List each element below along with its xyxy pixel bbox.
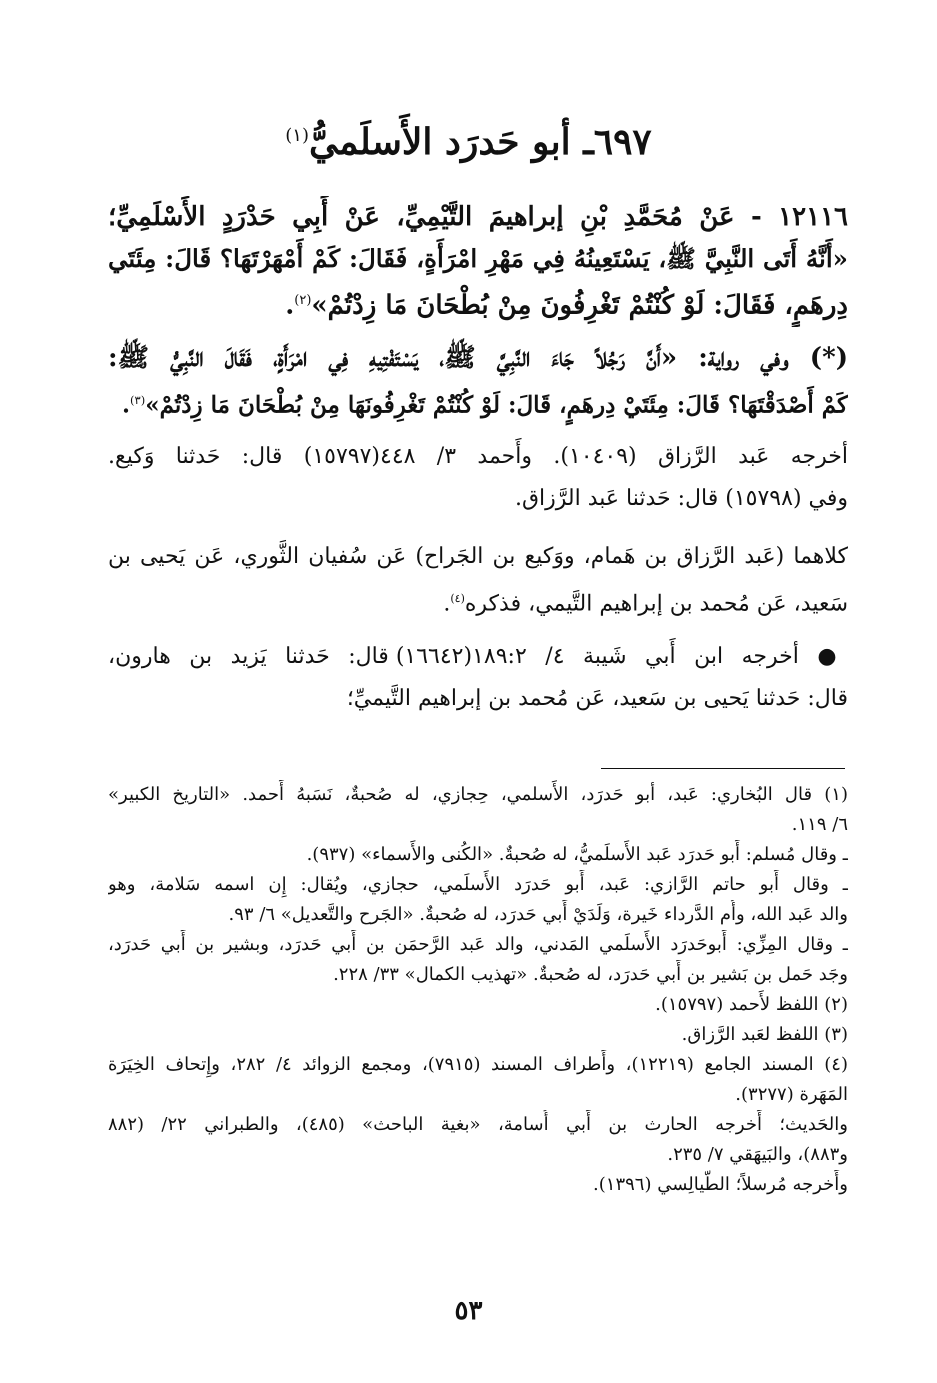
footnote-line: و٨٨٣)، والبَيهَقي ٧/ ٢٣٥. (667, 1144, 848, 1165)
takhrij-text: أخرجه عَبد الرَّزاق (١٠٤٠٩). وأَحمد ٣/ ٤٤٨(١٥٧٩٧) قال: حَدثنا وَكيع. (108, 444, 848, 470)
hadith-text: . (285, 290, 295, 321)
hadith-text: دِرهَمٍ، فَقَالَ: لَوْ كُنْتُمْ تَغْرِفُونَ مِنْ بُطْحَانَ مَا زِدْتُمْ» (311, 290, 848, 321)
footnote-ref: (٢) (294, 293, 312, 308)
hadith-text: «أَنَّهُ أَتَى النَّبِيَّ ﷺ، يَسْتَعِينُهُ فِي مَهْرِ امْرَأَةٍ، فَقَالَ: كَمْ أَمْهَرْتَهَا؟ قَالَ: مِئَتَي (108, 244, 848, 273)
footnote-line: المَهَرة (٣٢٧٧). (735, 1084, 848, 1105)
footnote-ref: (٣) (130, 392, 146, 407)
hadith-text: كَمْ أَصْدَقْتَهَا؟ قَالَ: مِئَتَيْ دِرهَمٍ، قَالَ: لَوْ كُنْتُمْ تَغْرِفُونَهَا مِنْ بُطْحَانَ مَا زِدْتُمْ» (145, 391, 848, 419)
hadith-text: (*) وفي رواية: «أَنَّ رَجُلاً جَاءَ النَّبِيَّ ﷺ، يَسْتَفْتِيهِ فِي امْرَأَةٍ، فَقَالَ النَّبِيُّ ﷺ: (108, 342, 848, 373)
footnote-ref: (٤) (450, 592, 465, 606)
takhrij-line (108, 536, 848, 578)
footnote-line: ـ وقال أَبو حاتم الرَّازي: عَبد، أَبو حَدرَد الأَسلَمي، حجازي، ويُقال: إِن اسمه سَلامة، وهو (108, 874, 848, 895)
takhrij-text: وفي (١٥٧٩٨) قال: حَدثنا عَبد الرَّزاق. (514, 486, 848, 512)
hadith-variant-line (108, 337, 848, 379)
entry-title (0, 112, 937, 166)
main-text (108, 196, 848, 720)
footnote-line: وأَخرجه مُرسلاً؛ الطَّيالِسي (١٣٩٦). (593, 1174, 848, 1195)
footnote-line: ـ وقال مُسلم: أَبو حَدرَد عَبد الأَسلَميُّ، له صُحبةٌ. «الكُنى والأَسماء» (٩٣٧). (306, 844, 848, 865)
footnote-ref: (١) (285, 125, 309, 146)
footnote-line: والد عَبد الله، وأُم الدَّرداء خَيرة، وَلَدَيْ أَبي حَدرَد، له صُحبةٌ. «الجَرح والتَّعديل» ٦/ ٩٣. (228, 904, 848, 925)
takhrij-line (108, 436, 848, 478)
footnote-line: ٦/ ١١٩. (791, 814, 848, 835)
takhrij-text: سَعيد، عَن مُحمد بن إبراهيم التَّيمي، فذكره (464, 591, 848, 617)
takhrij-line (108, 578, 848, 625)
hadith-line (108, 280, 848, 327)
footnote-line: وجَد حَمل بن بَشير بن أَبي حَدرَد، له صُحبةٌ. «تهذيب الكمال» ٣٣/ ٢٢٨. (333, 964, 848, 985)
takhrij-text: . (443, 591, 451, 617)
footnote-line: (٤) المسند الجامع (١٢٢١٩)، وأَطراف المسند (٧٩١٥)، ومجمع الزوائد ٤/ ٢٨٢، وإِتحاف الخِيَرَة (108, 1054, 848, 1075)
footnote-line: (٢) اللفظ لأَحمد (١٥٧٩٧). (655, 994, 848, 1015)
hadith-variant-line (108, 379, 848, 427)
footnote-separator (601, 768, 845, 769)
hadith-text: . (122, 391, 131, 419)
footnote-line: (١) قال البُخاري: عَبد، أبو حَدرَد، الأَسلمي، حِجازي، له صُحبةٌ، نَسَبهُ أَحمد. «التاريخ الكبير» (108, 784, 848, 805)
hadith-line (108, 238, 848, 280)
takhrij-line (108, 478, 848, 520)
takhrij-text: كلاهما (عَبد الرَّزاق بن هَمام، ووَكيع بن الجَراح) عَن سُفيان الثَّوري، عَن يَحيى بن (108, 544, 848, 570)
footnote-line: والحَديث؛ أَخرجه الحارث بن أَبي أُسامة، «بغية الباحث» (٤٨٥)، والطبراني ٢٢/ (٨٨٢ (108, 1114, 848, 1135)
page-number: ٥٣ (454, 1296, 483, 1326)
footnotes (108, 780, 848, 1200)
hadith-text: ١٢١١٦ - عَنْ مُحَمَّدِ بْنِ إبراهيمَ التَّيْمِيِّ، عَنْ أَبِي حَدْرَدٍ الأَسْلَمِيِّ؛ (108, 202, 848, 232)
entry-title-text: ٦٩٧ـ أبو حَدرَد الأَسلَميُّ (308, 121, 652, 163)
footnote-line: ـ وقال المِزِّي: أَبوحَدرَد الأَسلَمي المَدني، والد عَبد الرَّحمَن بن أَبي حَدرَد، وبشير بن أَبي حَدرَد، (108, 934, 848, 955)
footnote-line: (٣) اللفظ لعَبد الرَّزاق. (681, 1024, 848, 1045)
takhrij-text: ● أخرجه ابن أَبي شَيبة ٤/ ١٨٩:٢(١٦٦٤٢) قال: حَدثنا يَزيد بن هارون، (108, 643, 848, 669)
takhrij-line (108, 636, 848, 678)
takhrij-text: قال: حَدثنا يَحيى بن سَعيد، عَن مُحمد بن إبراهيم التَّيميِّ؛ (346, 685, 848, 711)
takhrij-line (108, 678, 848, 720)
hadith-line (108, 196, 848, 238)
